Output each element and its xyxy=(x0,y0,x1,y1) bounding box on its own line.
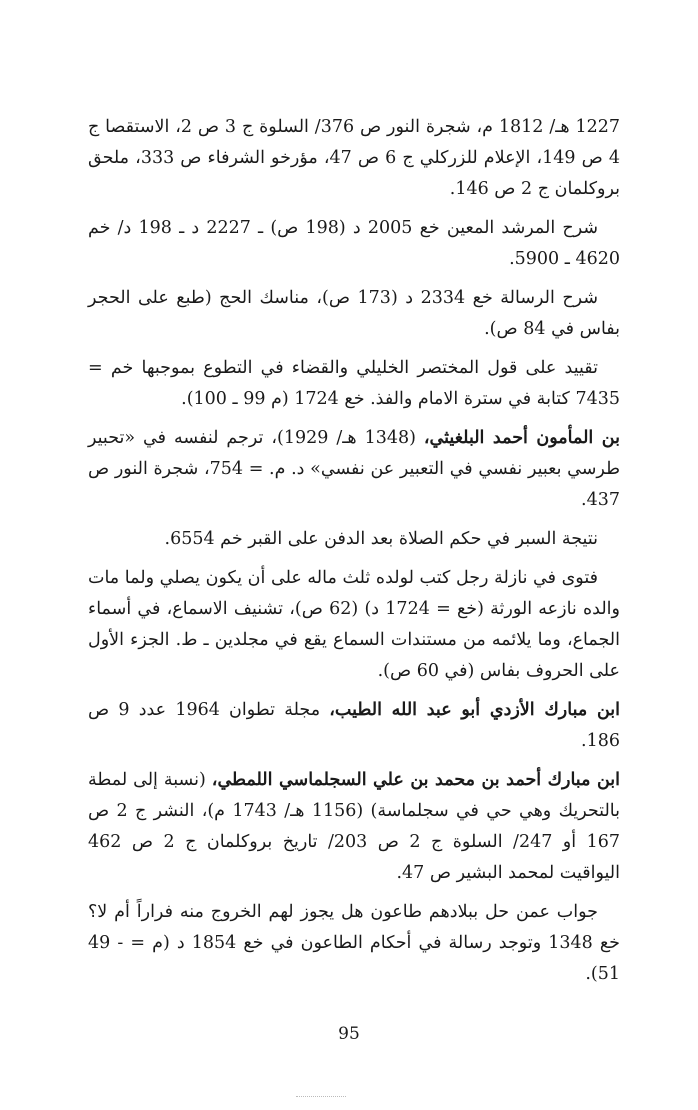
paragraph-6 xyxy=(88,524,620,555)
paragraph-1 xyxy=(88,112,620,205)
paragraph-7 xyxy=(88,563,620,687)
paragraph-text: مجلة تطوان 1964 عدد 9 ص 186. xyxy=(88,700,620,751)
paragraph-text: شرح المرشد المعين خع 2005 د (198 ص) ـ 2227 د ـ 198 د/ خم 4620 ـ 5900. xyxy=(88,218,620,269)
paragraph-3 xyxy=(88,283,620,345)
entry-name: بن المأمون أحمد البلغيثي، xyxy=(423,428,620,448)
page-number: 95 xyxy=(338,1024,360,1044)
text-block xyxy=(88,112,620,998)
paragraph-2 xyxy=(88,213,620,275)
paragraph-9 xyxy=(88,765,620,889)
paragraph-text: تقييد على قول المختصر الخليلي والقضاء في التطوع بموجبها خم = 7435 كتابة في سترة الامام والفذ. خع 1724 (م 99 ـ 100). xyxy=(88,358,620,409)
paragraph-text: جواب عمن حل ببلادهم طاعون هل يجوز لهم الخروج منه فراراً أم لا؟ خع 1348 وتوجد رسالة في أحكام الطاعون في خع 1854 د (م = - 49 51). xyxy=(88,902,620,984)
paragraph-4 xyxy=(88,353,620,415)
paragraph-text: (1348 هـ/ 1929)، ترجم لنفسه في «تحبير طرسي بعبير نفسي في التعبير عن نفسي» د. م. = 754، شجرة النور ص 437. xyxy=(88,428,620,510)
paragraph-5 xyxy=(88,423,620,516)
paragraph-text: نتيجة السبر في حكم الصلاة بعد الدفن على القبر خم 6554. xyxy=(164,529,598,549)
footer-divider xyxy=(296,1096,346,1097)
entry-name: ابن مبارك الأزدي أبو عبد الله الطيب، xyxy=(329,700,621,720)
paragraph-text: (نسبة إلى لمطة بالتحريك وهي حي في سجلماسة) (1156 هـ/ 1743 م)، النشر ج 2 ص 167 أو 247/ السلوة ج 2 ص 203/ تاريخ بروكلمان ج 2 ص 462 اليواقيت لمحمد البشير ص 47. xyxy=(88,770,620,883)
paragraph-text: 1227 هـ/ 1812 م، شجرة النور ص 376/ السلوة ج 3 ص 2، الاستقصا ج 4 ص 149، الإعلام للزركلي ج 6 ص 47، مؤرخو الشرفاء ص 333، ملحق بروكلمان ج 2 ص 146. xyxy=(88,117,620,199)
paragraph-8 xyxy=(88,695,620,757)
paragraph-10 xyxy=(88,897,620,990)
paragraph-text: شرح الرسالة خع 2334 د (173 ص)، مناسك الحج (طبع على الحجر بفاس في 84 ص). xyxy=(88,288,620,339)
paragraph-text: فتوى في نازلة رجل كتب لولده ثلث ماله على أن يكون يصلي ولما مات والده نازعه الورثة (خع = 1724 د) (62 ص)، تشنيف الاسماع، في أسماء الجماع، وما يلائمه من مستندات السماع يقع في مجلدين ـ ط. الجزء الأول على الحروف بفاس (في 60 ص). xyxy=(88,568,620,681)
entry-name: ابن مبارك أحمد بن محمد بن علي السجلماسي اللمطي، xyxy=(211,770,620,790)
